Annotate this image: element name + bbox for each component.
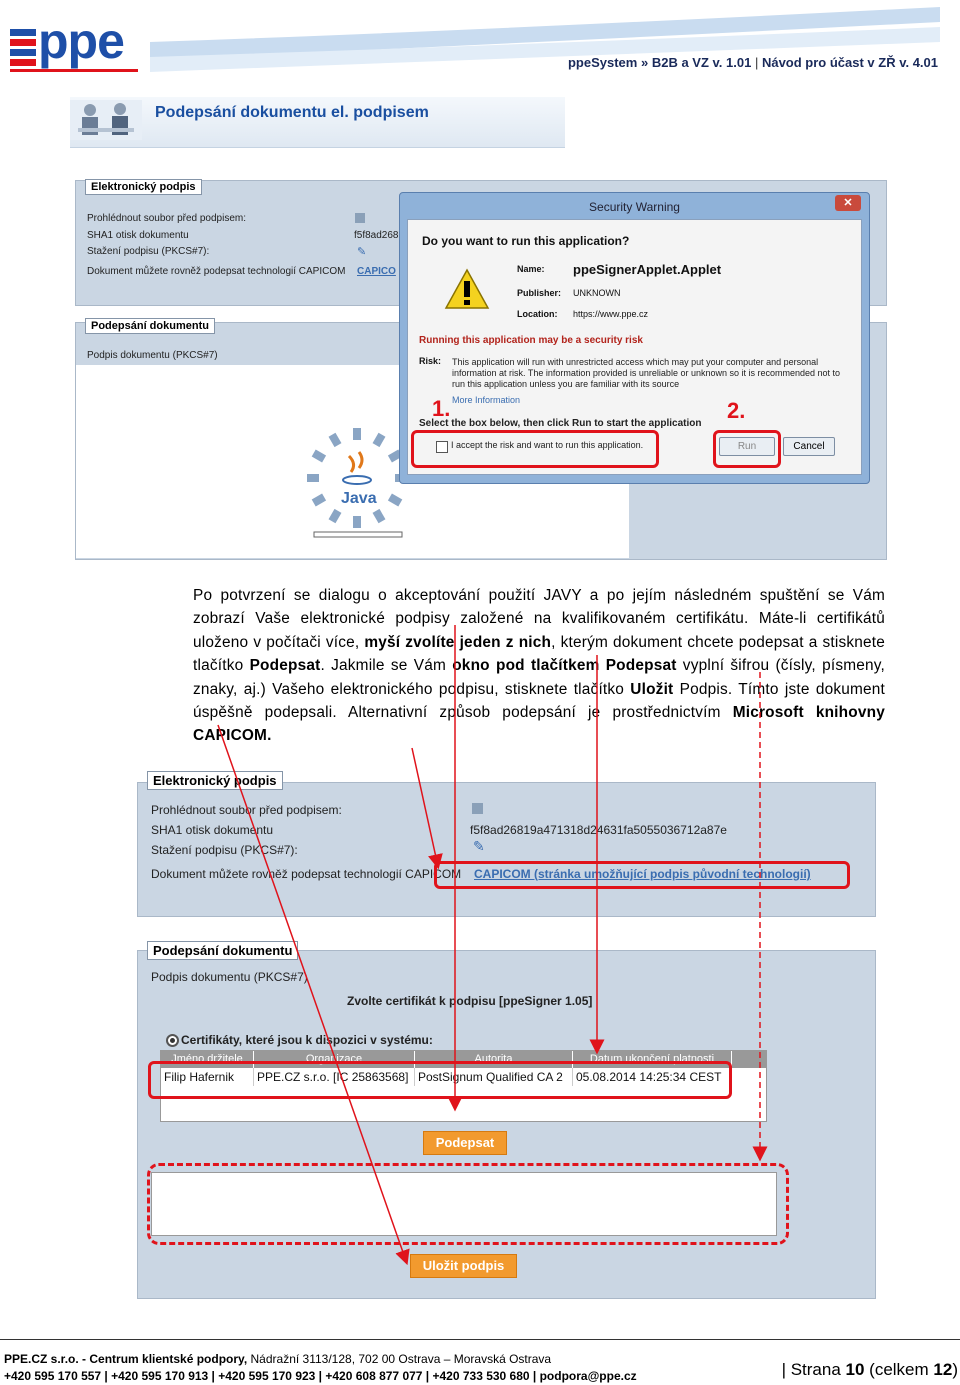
col-expiry: Datum ukončení platnosti <box>573 1051 732 1068</box>
col-holder: Jméno držitele <box>161 1051 254 1068</box>
dialog-risk-line3: run this application unless you are familiar with its source <box>452 379 680 389</box>
cell-organization[interactable]: PPE.CZ s.r.o. [IC 25863568] <box>254 1068 415 1086</box>
dialog-close-button[interactable]: ✕ <box>835 195 861 211</box>
logo-text: ppe <box>38 13 124 69</box>
para-bold-2: Podepsat <box>249 657 321 675</box>
page-suffix: ) <box>952 1360 958 1379</box>
save-signature-button[interactable]: Uložit podpis <box>410 1254 517 1278</box>
para-bold-3: okno pod tlačítkem Podepsat <box>452 657 677 675</box>
dialog-more-info-link[interactable]: More Information <box>452 395 521 405</box>
para-text-5: Podpis. Tímto jste dokument úspěšně podepsali. Alternativní způsob podepsání je prostřednictvím <box>193 680 886 722</box>
cell-holder[interactable]: Filip Hafernik <box>161 1068 254 1086</box>
java-label: Java <box>341 490 377 507</box>
dialog-risk-label: Risk: <box>419 356 442 366</box>
para-text-3: . Jakmile se Vám <box>320 657 453 675</box>
dialog-risk-heading: Running this application may be a security risk <box>419 335 643 346</box>
top-capicom-label: Dokument můžete rovněž podepsat technologií CAPICOM <box>87 266 346 277</box>
page-prefix: | Strana <box>781 1360 846 1379</box>
signature-pen-icon[interactable]: ✎ <box>357 246 367 258</box>
top-preview-label: Prohlédnout soubor před podpisem: <box>87 213 246 224</box>
page-total: 12 <box>933 1360 953 1379</box>
top-sha1-value: f5f8ad268 <box>354 230 399 241</box>
footer-divider <box>0 1339 960 1340</box>
sign-button[interactable]: Podepsat <box>423 1131 507 1155</box>
page-title: Podepsání dokumentu el. podpisem <box>155 104 429 121</box>
footer-address <box>4 1352 551 1366</box>
top-pkcs-label: Stažení podpisu (PKCS#7): <box>87 246 210 257</box>
bottom-preview-label: Prohlédnout soubor před podpisem: <box>151 803 342 817</box>
page-current: 10 <box>845 1360 865 1379</box>
dialog-publisher-value: UNKNOWN <box>573 288 621 298</box>
footer-address-text: Nádražní 3113/128, 702 00 Ostrava – Moravská Ostrava <box>247 1352 552 1366</box>
dialog-publisher-label: Publisher: <box>517 288 562 298</box>
dialog-risk-line1: This application will run with unrestricted access which may put your computer and personal <box>452 357 819 367</box>
crumb-b2b: B2B a VZ v. 1.01 <box>651 55 752 70</box>
top-sha1-label: SHA1 otisk dokumentu <box>87 230 189 241</box>
bottom-signature-pen-icon[interactable]: ✎ <box>473 838 485 854</box>
para-text-2: , kterým dokument chcete podepsat a stisknete tlačítko <box>193 633 885 675</box>
para-bold-5: Microsoft knihovny CAPICOM. <box>193 704 885 745</box>
dialog-risk-line2: information at risk. The information provided is unreliable or unknown so it is recommended not to <box>452 368 841 378</box>
dialog-title: Security Warning <box>589 200 680 214</box>
bottom-signature-legend: Elektronický podpis <box>147 771 283 790</box>
dialog-name-value: ppeSignerApplet.Applet <box>573 262 722 277</box>
col-authority: Autorita <box>415 1051 573 1068</box>
bottom-pkcs-label: Stažení podpisu (PKCS#7): <box>151 843 298 857</box>
footer-phones: +420 595 170 557 | +420 595 170 913 | +420 595 170 923 | +420 608 877 077 | +420 733 530 680 | podpora@ppe.cz <box>4 1369 637 1383</box>
certificates-radio-label: Certifikáty, které jsou k dispozici v systému: <box>181 1033 433 1047</box>
para-bold-1: myší zvolíte jeden z nich <box>364 633 552 651</box>
para-text-1: Po potvrzení se dialogu o akceptování použití JAVY a po jejím následném spuštění se Vám zobrazí Vaše elektronické podpisy založené na kvalifikovaném certifikátu. Máte-li certifikátů uloženo v počítači více, <box>193 587 885 651</box>
top-capicom-link[interactable]: CAPICO <box>357 266 396 277</box>
run-button[interactable]: Run <box>719 437 775 456</box>
crumb-ppesystem: ppeSystem <box>567 55 638 70</box>
marker-2: 2. <box>727 398 746 423</box>
bottom-sign-pkcs-label: Podpis dokumentu (PKCS#7) <box>151 970 308 984</box>
bottom-sign-legend: Podepsání dokumentu <box>147 941 298 960</box>
page-mid: (celkem <box>864 1360 934 1379</box>
dialog-location-label: Location: <box>517 309 558 319</box>
para-bold-4: Uložit <box>630 680 674 698</box>
dialog-name-label: Name: <box>517 264 545 274</box>
crumb-separator: » <box>640 55 649 70</box>
col-organization: Organizace <box>254 1051 415 1068</box>
top-sign-legend: Podepsání dokumentu <box>85 318 215 334</box>
accept-risk-label: I accept the risk and want to run this application. <box>451 440 644 450</box>
para-text-4: vyplní šifrou (čísly, písmeny, znaky, aj.) Vašeho elektronického podpisu, stisknete tlačítko <box>193 657 885 698</box>
bottom-capicom-link[interactable]: CAPICOM (stránka umožňující podpis původní technologií) <box>474 867 811 881</box>
top-sign-pkcs-label: Podpis dokumentu (PKCS#7) <box>87 350 218 361</box>
bottom-sha1-label: SHA1 otisk dokumentu <box>151 823 274 837</box>
bottom-capicom-label: Dokument můžete rovněž podepsat technologií CAPICOM <box>151 867 462 881</box>
dialog-instruction: Select the box below, then click Run to start the application <box>419 418 702 429</box>
bottom-sha1-value: f5f8ad26819a471318d24631fa5055036712a87e <box>470 823 727 837</box>
cell-expiry[interactable]: 05.08.2014 14:25:34 CEST <box>573 1068 732 1086</box>
footer-company: PPE.CZ s.r.o. - Centrum klientské podpory, <box>4 1352 248 1366</box>
page-number <box>782 1360 958 1380</box>
crumb-navod: Návod pro účast v ZŘ v. 4.01 <box>761 55 938 70</box>
dialog-location-value: https://www.ppe.cz <box>573 309 649 319</box>
select-certificate-title: Zvolte certifikát k podpisu [ppeSigner 1.05] <box>347 994 593 1008</box>
marker-1: 1. <box>432 396 451 421</box>
cell-authority[interactable]: PostSignum Qualified CA 2 <box>415 1068 573 1086</box>
dialog-question: Do you want to run this application? <box>422 234 630 248</box>
header-breadcrumb: ppeSystem » B2B a VZ v. 1.01 | Návod pro účast v ZŘ v. 4.01 <box>567 55 938 70</box>
cancel-button[interactable]: Cancel <box>783 437 835 456</box>
top-signature-legend: Elektronický podpis <box>85 179 202 195</box>
